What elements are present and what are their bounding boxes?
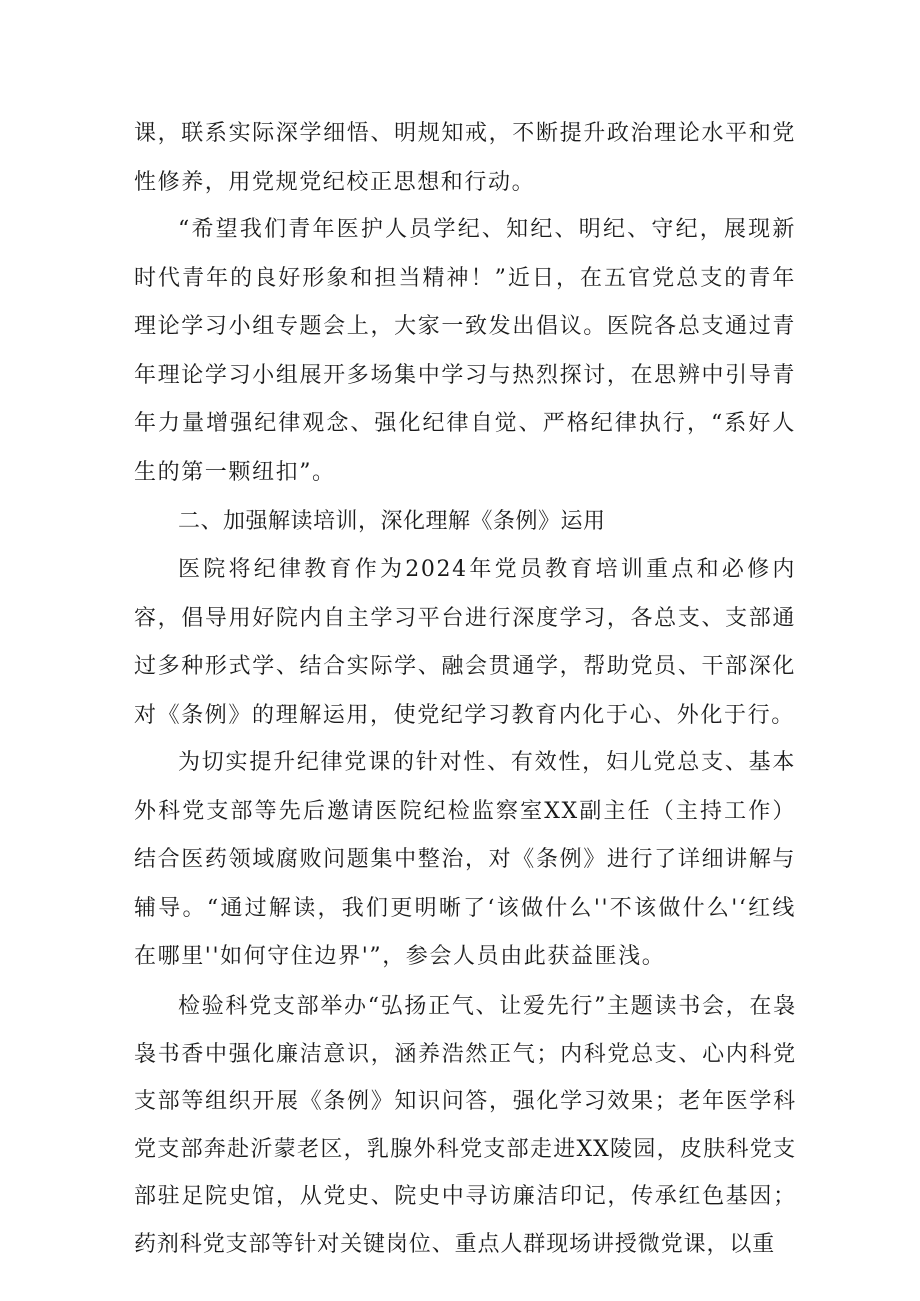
paragraph-5: 检验科党支部举办“弘扬正气、让爱先行”主题读书会，在袅袅书香中强化廉洁意识，涵养浩然正气；内科党总支、心内科党支部等组织开展《条例》知识问答，强化学习效果；老年医学科党支部奔赴沂蒙老区，乳腺外科党支部走进XX陵园，皮肤科党支部驻足院史馆，从党史、院史中寻访廉洁印记，传承红色基因；药剂科党支部等针对关键岗位、重点人群现场讲授微党课，以重: [134, 994, 796, 1257]
paragraph-4: 为切实提升纪律党课的针对性、有效性，妇儿党总支、基本外科党支部等先后邀请医院纪检监察室XX副主任（主持工作）结合医药领域腐败问题集中整治，对《条例》进行了详细讲解与辅导。“通过解读，我们更明晰了‘该做什么''不该做什么'‘红线在哪里''如何守住边界'”，参会人员由此获益匪浅。: [134, 750, 796, 969]
paragraph-2: “希望我们青年医护人员学纪、知纪、明纪、守纪，展现新时代青年的良好形象和担当精神！”近日，在五官党总支的青年理论学习小组专题会上，大家一致发出倡议。医院各总支通过青年理论学习小组展开多场集中学习与热烈探讨，在思辨中引导青年力量增强纪律观念、强化纪律自觉、严格纪律执行，“系好人生的第一颗纽扣”。: [134, 217, 796, 485]
section-heading: 二、加强解读培训，深化理解《条例》运用: [178, 509, 606, 534]
paragraph-1: 课，联系实际深学细悟、明规知戒，不断提升政治理论水平和党性修养，用党规党纪校正思想和行动。: [134, 121, 796, 195]
paragraph-3: 医院将纪律教育作为2024年党员教育培训重点和必修内容，倡导用好院内自主学习平台进行深度学习，各总支、支部通过多种形式学、结合实际学、融会贯通学，帮助党员、干部深化对《条例》的理解运用，使党纪学习教育内化于心、外化于行。: [134, 557, 796, 728]
